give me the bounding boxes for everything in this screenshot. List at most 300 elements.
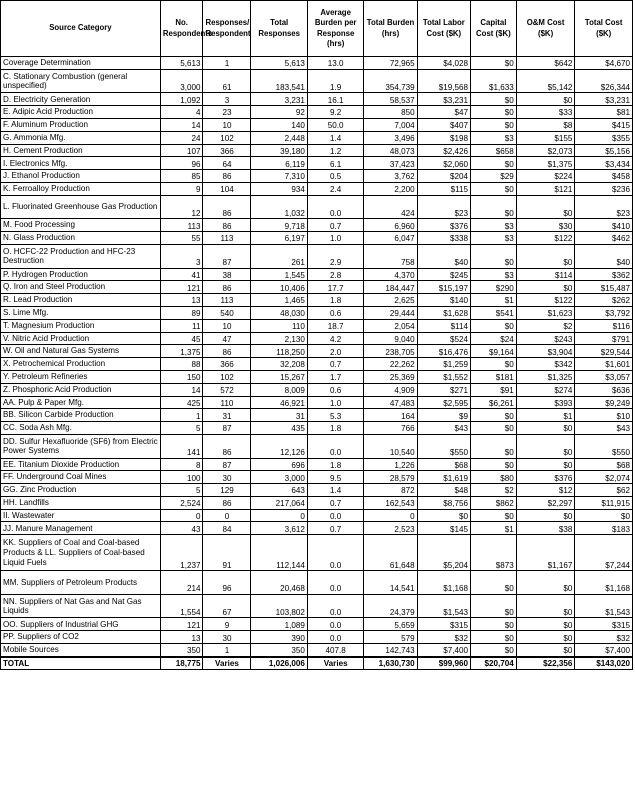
- source-category-cell: R. Lead Production: [1, 294, 161, 307]
- table-row: [1, 93, 633, 106]
- responses-per-respondent-cell: 84: [203, 522, 251, 535]
- header-row: [1, 1, 633, 57]
- labor-cost-cell: $140: [417, 294, 470, 307]
- total-responses-cell: 435: [251, 422, 307, 435]
- source-category-cell: N. Glass Production: [1, 232, 161, 245]
- avg-burden-cell: 1.0: [307, 232, 363, 245]
- capital-cost-cell: $541: [470, 306, 516, 319]
- no-respondents-header: No. Respondents: [160, 1, 203, 57]
- respondents-cell: 14: [160, 118, 203, 131]
- total-cost-cell: $236: [575, 182, 633, 195]
- responses-per-respondent-cell: 129: [203, 484, 251, 497]
- total-cost-cell: $1,543: [575, 594, 633, 618]
- respondents-cell: 3,000: [160, 69, 203, 93]
- capital-cost-cell: $29: [470, 170, 516, 183]
- capital-cost-cell: $862: [470, 496, 516, 509]
- total-cost-cell: $29,544: [575, 345, 633, 358]
- responses-per-respondent-cell: 3: [203, 93, 251, 106]
- total-responses-cell: 390: [251, 631, 307, 644]
- table-row: [1, 509, 633, 522]
- table-row: [1, 618, 633, 631]
- labor-cost-cell: $3,231: [417, 93, 470, 106]
- table-row: [1, 458, 633, 471]
- source-category-header: Source Category: [1, 1, 161, 57]
- source-category-cell: Mobile Sources: [1, 644, 161, 657]
- labor-cost-cell: $115: [417, 182, 470, 195]
- source-category-cell: M. Food Processing: [1, 219, 161, 232]
- total-responses-cell: 6,119: [251, 157, 307, 170]
- total-responses-cell: 0: [251, 509, 307, 522]
- avg-burden-cell: 6.1: [307, 157, 363, 170]
- responses-per-respondent-cell: 38: [203, 268, 251, 281]
- total-responses-cell: 8,009: [251, 383, 307, 396]
- total-responses-cell: 261: [251, 244, 307, 268]
- respondents-cell: 1,237: [160, 535, 203, 571]
- responses-per-respondent-cell: 91: [203, 535, 251, 571]
- labor-cost-cell: $338: [417, 232, 470, 245]
- respondents-cell: 214: [160, 571, 203, 595]
- total-cost-header: Total Cost ($K): [575, 1, 633, 57]
- total-cost-cell: $355: [575, 131, 633, 144]
- total-responses-cell: 20,468: [251, 571, 307, 595]
- capital-cost-cell: $6,261: [470, 396, 516, 409]
- total-burden-cell: 22,262: [364, 358, 417, 371]
- capital-cost-cell: $290: [470, 281, 516, 294]
- total-burden-cell: 238,705: [364, 345, 417, 358]
- total-cost-cell: $62: [575, 484, 633, 497]
- responses-per-respondent-cell: 572: [203, 383, 251, 396]
- total-burden-cell: 61,648: [364, 535, 417, 571]
- total-cost-cell: $15,487: [575, 281, 633, 294]
- labor-cost-cell: $550: [417, 434, 470, 458]
- total-cost-cell: $262: [575, 294, 633, 307]
- total-cost-cell: $116: [575, 319, 633, 332]
- source-category-cell: W. Oil and Natural Gas Systems: [1, 345, 161, 358]
- capital-cost-cell: $0: [470, 106, 516, 119]
- total-cost-cell: $462: [575, 232, 633, 245]
- avg-burden-cell: 0.6: [307, 383, 363, 396]
- om-cost-cell: $12: [516, 484, 575, 497]
- total-responses-cell: 3,231: [251, 93, 307, 106]
- respondents-cell: 85: [160, 170, 203, 183]
- source-category-cell: II. Wastewater: [1, 509, 161, 522]
- total-burden-cell: 758: [364, 244, 417, 268]
- total-responses-cell: 92: [251, 106, 307, 119]
- responses-per-respondent-cell: 47: [203, 332, 251, 345]
- avg-burden-cell: 17.7: [307, 281, 363, 294]
- table-row: [1, 594, 633, 618]
- total-cost-cell: $410: [575, 219, 633, 232]
- labor-cost-cell: $19,568: [417, 69, 470, 93]
- om-cost-cell: $224: [516, 170, 575, 183]
- total-burden-cell: 424: [364, 195, 417, 219]
- avg-burden-cell: 2.4: [307, 182, 363, 195]
- total-responses-cell: 9,718: [251, 219, 307, 232]
- source-category-cell: HH. Landfills: [1, 496, 161, 509]
- capital-cost-cell: $0: [470, 182, 516, 195]
- total-responses-cell: 1,465: [251, 294, 307, 307]
- source-category-cell: Z. Phosphoric Acid Production: [1, 383, 161, 396]
- total-cost-cell: $0: [575, 509, 633, 522]
- avg-burden-cell: 1.9: [307, 69, 363, 93]
- labor-cost-cell: $1,619: [417, 471, 470, 484]
- total-responses-cell: 118,250: [251, 345, 307, 358]
- avg-burden-cell: 18.7: [307, 319, 363, 332]
- avg-burden-header: Average Burden per Response (hrs): [307, 1, 363, 57]
- total-responses-cell: 103,802: [251, 594, 307, 618]
- total-burden-cell: 2,200: [364, 182, 417, 195]
- avg-burden-cell: 4.2: [307, 332, 363, 345]
- source-category-cell: BB. Silicon Carbide Production: [1, 409, 161, 422]
- respondents-cell: 0: [160, 509, 203, 522]
- total-cost-cell: $636: [575, 383, 633, 396]
- table-row: [1, 409, 633, 422]
- total-responses-cell: 1,089: [251, 618, 307, 631]
- om-cost-cell: $0: [516, 281, 575, 294]
- om-cost-cell: $122: [516, 294, 575, 307]
- total-burden-cell: 3,762: [364, 170, 417, 183]
- avg-burden-cell: 1.7: [307, 370, 363, 383]
- respondents-cell: 45: [160, 332, 203, 345]
- total-burden-cell: 5,659: [364, 618, 417, 631]
- capital-cost-cell: $0: [470, 458, 516, 471]
- labor-cost-cell: $271: [417, 383, 470, 396]
- avg-burden-cell: 2.0: [307, 345, 363, 358]
- total-cost-cell: $3,792: [575, 306, 633, 319]
- table-row: [1, 131, 633, 144]
- capital-cost-cell: $0: [470, 93, 516, 106]
- respondents-cell: 14: [160, 383, 203, 396]
- total-responses-header: Total Responses: [251, 1, 307, 57]
- om-cost-cell: $155: [516, 131, 575, 144]
- om-cost-cell: $0: [516, 244, 575, 268]
- respondents-cell: 24: [160, 131, 203, 144]
- responses-per-respondent-cell: 540: [203, 306, 251, 319]
- respondents-cell: 107: [160, 144, 203, 157]
- respondents-cell: 350: [160, 644, 203, 657]
- total-cost-cell: $68: [575, 458, 633, 471]
- total-burden-cell: 142,743: [364, 644, 417, 657]
- table-row: [1, 195, 633, 219]
- respondents-cell: 89: [160, 306, 203, 319]
- capital-cost-cell: $3: [470, 219, 516, 232]
- table-row: [1, 383, 633, 396]
- total-burden-cell: 9,040: [364, 332, 417, 345]
- respondents-cell: 8: [160, 458, 203, 471]
- labor-cost-cell: $68: [417, 458, 470, 471]
- om-cost-cell: $274: [516, 383, 575, 396]
- capital-cost-cell: $0: [470, 409, 516, 422]
- source-category-cell: PP. Suppliers of CO2: [1, 631, 161, 644]
- capital-cost-cell: $24: [470, 332, 516, 345]
- total-cost-cell: $458: [575, 170, 633, 183]
- capital-cost-cell: $0: [470, 422, 516, 435]
- table-row: [1, 268, 633, 281]
- responses-per-respondent-cell: 0: [203, 509, 251, 522]
- capital-cost-cell: $0: [470, 157, 516, 170]
- source-category-cell: F. Aluminum Production: [1, 118, 161, 131]
- table-row: [1, 522, 633, 535]
- avg-burden-cell: 0.0: [307, 195, 363, 219]
- table-row: [1, 118, 633, 131]
- total-burden-cell: 2,054: [364, 319, 417, 332]
- respondents-cell: 1,554: [160, 594, 203, 618]
- responses-per-respondent-cell: 366: [203, 358, 251, 371]
- capital-cost-cell: $0: [470, 618, 516, 631]
- labor-cost-cell: $198: [417, 131, 470, 144]
- avg-burden-cell: 0.0: [307, 631, 363, 644]
- source-category-cell: O. HCFC-22 Production and HFC-23 Destruction: [1, 244, 161, 268]
- labor-cost-cell: $32: [417, 631, 470, 644]
- om-cost-cell: $2,073: [516, 144, 575, 157]
- capital-cost-cell: $9,164: [470, 345, 516, 358]
- om-cost-cell: $0: [516, 631, 575, 644]
- total-om-cost-cell: $22,356: [516, 657, 575, 670]
- total-responses-cell: 46,921: [251, 396, 307, 409]
- capital-cost-cell: $3: [470, 268, 516, 281]
- capital-cost-cell: $91: [470, 383, 516, 396]
- total-responses-cell: 10,406: [251, 281, 307, 294]
- source-category-cell: GG. Zinc Production: [1, 484, 161, 497]
- labor-cost-cell: $48: [417, 484, 470, 497]
- total-burden-header: Total Burden (hrs): [364, 1, 417, 57]
- table-row: [1, 535, 633, 571]
- respondents-cell: 88: [160, 358, 203, 371]
- table-row: [1, 281, 633, 294]
- source-category-cell: OO. Suppliers of Industrial GHG: [1, 618, 161, 631]
- avg-burden-cell: 1.8: [307, 458, 363, 471]
- om-cost-cell: $0: [516, 434, 575, 458]
- source-category-cell: V. Nitric Acid Production: [1, 332, 161, 345]
- responses-per-respondent-cell: 1: [203, 57, 251, 70]
- total-total-burden-cell: 1,630,730: [364, 657, 417, 670]
- table-row: [1, 244, 633, 268]
- capital-cost-cell: $0: [470, 57, 516, 70]
- responses-per-respondent-cell: 10: [203, 319, 251, 332]
- capital-cost-cell: $658: [470, 144, 516, 157]
- total-burden-cell: 72,965: [364, 57, 417, 70]
- respondents-cell: 9: [160, 182, 203, 195]
- labor-cost-cell: $204: [417, 170, 470, 183]
- labor-cost-cell: $145: [417, 522, 470, 535]
- table-row: [1, 319, 633, 332]
- capital-cost-cell: $181: [470, 370, 516, 383]
- table-row: [1, 396, 633, 409]
- responses-per-respondent-cell: 86: [203, 434, 251, 458]
- total-burden-cell: 14,541: [364, 571, 417, 595]
- total-cost-cell: $1,168: [575, 571, 633, 595]
- om-cost-cell: $0: [516, 195, 575, 219]
- total-responses-cell: 31: [251, 409, 307, 422]
- responses-per-respondent-header: Responses/ Respondent: [203, 1, 251, 57]
- om-cost-cell: $122: [516, 232, 575, 245]
- table-row: [1, 106, 633, 119]
- total-responses-cell: 39,180: [251, 144, 307, 157]
- source-category-cell: Coverage Determination: [1, 57, 161, 70]
- labor-cost-cell: $1,628: [417, 306, 470, 319]
- total-cost-cell: $7,400: [575, 644, 633, 657]
- om-cost-cell: $1,623: [516, 306, 575, 319]
- avg-burden-cell: 0.0: [307, 618, 363, 631]
- om-cost-cell: $114: [516, 268, 575, 281]
- total-cost-cell: $26,344: [575, 69, 633, 93]
- capital-cost-cell: $1,633: [470, 69, 516, 93]
- total-responses-cell: 2,448: [251, 131, 307, 144]
- total-burden-cell: 58,537: [364, 93, 417, 106]
- total-responses-cell: 183,541: [251, 69, 307, 93]
- avg-burden-cell: 0.0: [307, 434, 363, 458]
- total-cost-cell: $550: [575, 434, 633, 458]
- source-category-cell: EE. Titanium Dioxide Production: [1, 458, 161, 471]
- total-burden-cell: 162,543: [364, 496, 417, 509]
- total-cost-cell: $23: [575, 195, 633, 219]
- capital-cost-cell: $0: [470, 644, 516, 657]
- labor-cost-cell: $15,197: [417, 281, 470, 294]
- total-cost-cell: $183: [575, 522, 633, 535]
- respondents-cell: 5: [160, 422, 203, 435]
- avg-burden-cell: 0.0: [307, 571, 363, 595]
- total-cost-cell: $2,074: [575, 471, 633, 484]
- table-row: [1, 471, 633, 484]
- total-burden-cell: 2,523: [364, 522, 417, 535]
- total-cost-cell: $40: [575, 244, 633, 268]
- respondents-cell: 12: [160, 195, 203, 219]
- om-cost-cell: $38: [516, 522, 575, 535]
- responses-per-respondent-cell: 86: [203, 195, 251, 219]
- total-burden-cell: 1,226: [364, 458, 417, 471]
- respondents-cell: 1,092: [160, 93, 203, 106]
- table-row: [1, 219, 633, 232]
- responses-per-respondent-cell: 30: [203, 471, 251, 484]
- om-cost-cell: $33: [516, 106, 575, 119]
- labor-cost-cell: $0: [417, 509, 470, 522]
- capital-cost-cell: $80: [470, 471, 516, 484]
- responses-per-respondent-cell: 87: [203, 458, 251, 471]
- source-category-cell: E. Adipic Acid Production: [1, 106, 161, 119]
- source-category-cell: Q. Iron and Steel Production: [1, 281, 161, 294]
- source-category-cell: H. Cement Production: [1, 144, 161, 157]
- responses-per-respondent-cell: 31: [203, 409, 251, 422]
- capital-cost-cell: $3: [470, 131, 516, 144]
- labor-cost-cell: $23: [417, 195, 470, 219]
- labor-cost-cell: $114: [417, 319, 470, 332]
- labor-cost-cell: $16,476: [417, 345, 470, 358]
- labor-cost-cell: $1,168: [417, 571, 470, 595]
- capital-cost-cell: $873: [470, 535, 516, 571]
- table-row: [1, 306, 633, 319]
- total-labor-cost-cell: $99,960: [417, 657, 470, 670]
- respondents-cell: 43: [160, 522, 203, 535]
- om-cost-cell: $0: [516, 618, 575, 631]
- labor-cost-cell: $5,204: [417, 535, 470, 571]
- respondents-cell: 121: [160, 281, 203, 294]
- total-respondents-cell: 18,775: [160, 657, 203, 670]
- om-cost-cell: $121: [516, 182, 575, 195]
- total-burden-cell: 2,625: [364, 294, 417, 307]
- source-category-cell: DD. Sulfur Hexafluoride (SF6) from Electric Power Systems: [1, 434, 161, 458]
- responses-per-respondent-cell: 23: [203, 106, 251, 119]
- total-responses-cell: 15,267: [251, 370, 307, 383]
- source-category-cell: I. Electronics Mfg.: [1, 157, 161, 170]
- om-cost-cell: $1,375: [516, 157, 575, 170]
- total-responses-cell: 5,613: [251, 57, 307, 70]
- source-category-cell: S. Lime Mfg.: [1, 306, 161, 319]
- total-responses-cell: 350: [251, 644, 307, 657]
- table-row: [1, 496, 633, 509]
- responses-per-respondent-cell: 102: [203, 131, 251, 144]
- respondents-cell: 55: [160, 232, 203, 245]
- total-responses-cell: 48,030: [251, 306, 307, 319]
- total-responses-cell: 6,197: [251, 232, 307, 245]
- avg-burden-cell: 0.7: [307, 496, 363, 509]
- capital-cost-cell: $0: [470, 358, 516, 371]
- source-category-cell: JJ. Manure Management: [1, 522, 161, 535]
- responses-per-respondent-cell: 87: [203, 244, 251, 268]
- labor-cost-cell: $8,756: [417, 496, 470, 509]
- table-row: [1, 294, 633, 307]
- total-burden-cell: 6,960: [364, 219, 417, 232]
- total-cost-cell: $3,057: [575, 370, 633, 383]
- om-cost-cell: $30: [516, 219, 575, 232]
- responses-per-respondent-cell: 64: [203, 157, 251, 170]
- total-responses-cell: 3,000: [251, 471, 307, 484]
- source-category-cell: KK. Suppliers of Coal and Coal-based Products & LL. Suppliers of Coal-based Liquid Fuels: [1, 535, 161, 571]
- total-cost-cell: $11,915: [575, 496, 633, 509]
- om-cost-header: O&M Cost ($K): [516, 1, 575, 57]
- table-row: [1, 358, 633, 371]
- table-row: [1, 57, 633, 70]
- total-burden-cell: 0: [364, 509, 417, 522]
- om-cost-cell: $0: [516, 644, 575, 657]
- table-row: [1, 69, 633, 93]
- avg-burden-cell: 9.5: [307, 471, 363, 484]
- total-burden-cell: 47,483: [364, 396, 417, 409]
- responses-per-respondent-cell: 87: [203, 422, 251, 435]
- labor-cost-cell: $524: [417, 332, 470, 345]
- avg-burden-cell: 1.8: [307, 422, 363, 435]
- total-responses-cell: 12,126: [251, 434, 307, 458]
- capital-cost-cell: $1: [470, 522, 516, 535]
- total-cost-cell: $415: [575, 118, 633, 131]
- labor-cost-cell: $2,060: [417, 157, 470, 170]
- respondents-cell: 5,613: [160, 57, 203, 70]
- table-row: [1, 631, 633, 644]
- om-cost-cell: $2: [516, 319, 575, 332]
- labor-cost-cell: $1,552: [417, 370, 470, 383]
- responses-per-respondent-cell: 61: [203, 69, 251, 93]
- om-cost-cell: $0: [516, 458, 575, 471]
- responses-per-respondent-cell: 102: [203, 370, 251, 383]
- avg-burden-cell: 1.4: [307, 131, 363, 144]
- om-cost-cell: $8: [516, 118, 575, 131]
- avg-burden-cell: 1.2: [307, 144, 363, 157]
- capital-cost-cell: $0: [470, 434, 516, 458]
- om-cost-cell: $1: [516, 409, 575, 422]
- total-responses-cell: 7,310: [251, 170, 307, 183]
- table-row: [1, 332, 633, 345]
- table-row: [1, 422, 633, 435]
- total-burden-cell: 37,423: [364, 157, 417, 170]
- total-burden-cell: 354,739: [364, 69, 417, 93]
- table-row: [1, 345, 633, 358]
- table-row: [1, 182, 633, 195]
- total-label: TOTAL: [1, 657, 161, 670]
- labor-cost-cell: $4,028: [417, 57, 470, 70]
- source-category-cell: L. Fluorinated Greenhouse Gas Production: [1, 195, 161, 219]
- source-category-cell: Y. Petroleum Refineries: [1, 370, 161, 383]
- om-cost-cell: $0: [516, 571, 575, 595]
- total-total-responses-cell: 1,026,006: [251, 657, 307, 670]
